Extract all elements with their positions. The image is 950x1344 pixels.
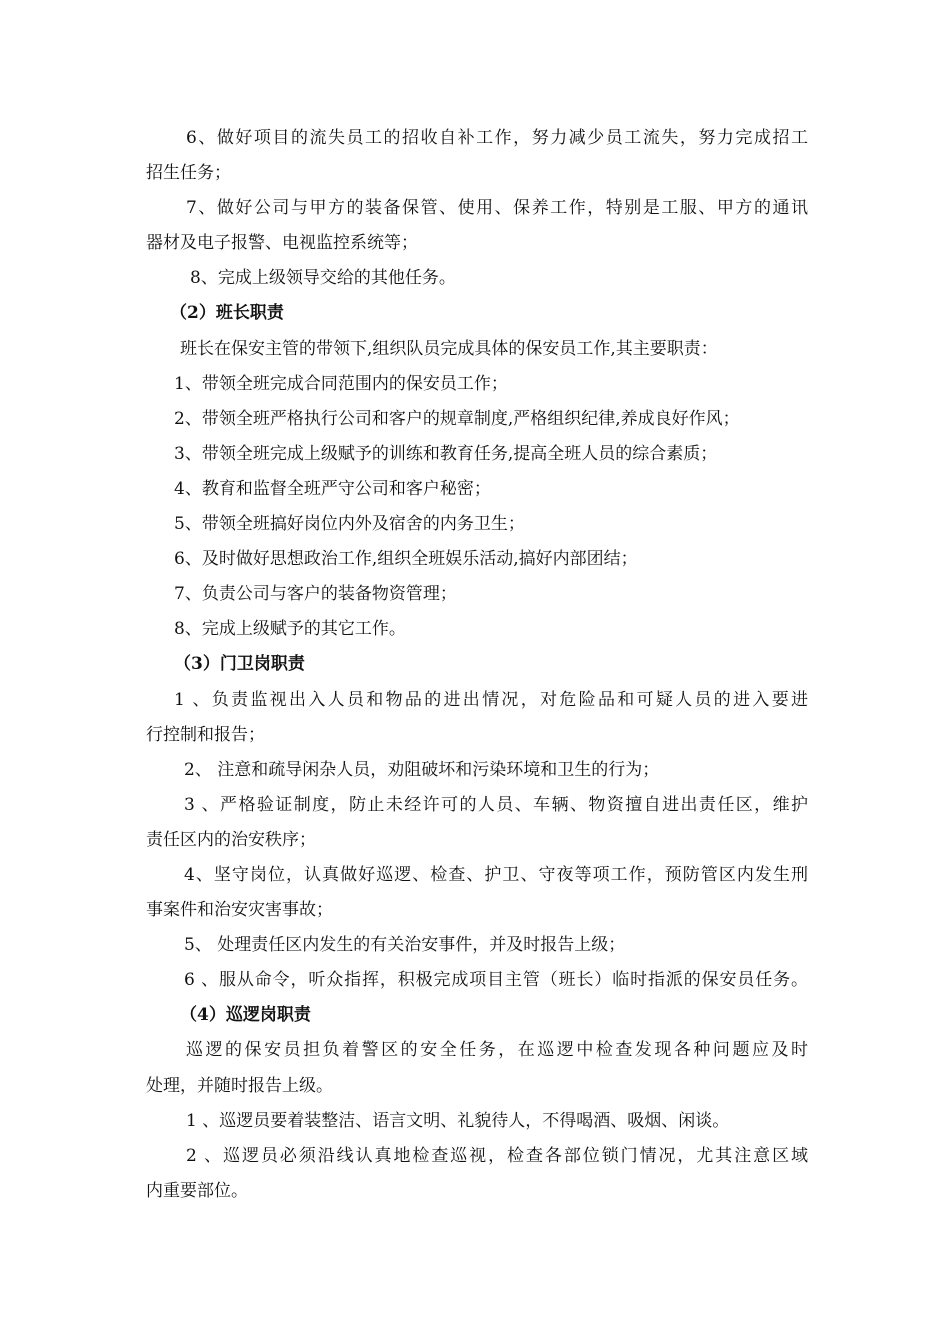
list-item: 2、带领全班严格执行公司和客户的规章制度,严格组织纪律,养成良好作风；	[174, 408, 740, 429]
paragraph-line: 器材及电子报警、电视监控系统等；	[146, 233, 418, 254]
list-item: 6 、服从命令，听众指挥，积极完成项目主管（班长）临时指派的保安员任务。	[184, 970, 808, 991]
paragraph-line: 巡逻的保安员担负着警区的安全任务，在巡逻中检查发现各种问题应及时	[186, 1040, 808, 1061]
list-item: 7、负责公司与客户的装备物资管理；	[174, 584, 457, 605]
paragraph-line: 7、做好公司与甲方的装备保管、使用、保养工作，特别是工服、甲方的通讯	[186, 198, 808, 219]
list-item: 2、 注意和疏导闲杂人员，劝阻破坏和污染环境和卫生的行为；	[184, 759, 660, 780]
paragraph-line: 6、做好项目的流失员工的招收自补工作，努力减少员工流失，努力完成招工	[186, 128, 808, 148]
paragraph-line: 行控制和报告；	[146, 724, 265, 745]
list-item: 3 、严格验证制度，防止未经许可的人员、车辆、物资擅自进出责任区，维护	[184, 794, 808, 815]
document-body	[146, 121, 808, 1209]
list-item: 6、及时做好思想政治工作,组织全班娱乐活动,搞好内部团结；	[174, 549, 638, 570]
section-heading: （3）门卫岗职责	[174, 654, 305, 675]
list-item: 1 、负责监视出入人员和物品的进出情况，对危险品和可疑人员的进入要进	[174, 689, 808, 710]
list-item: 1、带领全班完成合同范围内的保安员工作；	[174, 373, 508, 394]
list-item: 1 、巡逻员要着装整洁、语言文明、礼貌待人，不得喝酒、吸烟、闲谈。	[186, 1110, 730, 1131]
paragraph-line: 班长在保安主管的带领下,组织队员完成具体的保安员工作,其主要职责：	[180, 338, 718, 359]
paragraph-line: 处理，并随时报告上级。	[146, 1075, 333, 1096]
paragraph-line: 招生任务；	[146, 163, 231, 184]
list-item: 4、教育和监督全班严守公司和客户秘密；	[174, 478, 491, 499]
list-item: 3、带领全班完成上级赋予的训练和教育任务,提高全班人员的综合素质；	[174, 443, 718, 464]
section-heading: （4）巡逻岗职责	[180, 1005, 311, 1026]
list-item: 8、完成上级赋予的其它工作。	[174, 619, 406, 640]
paragraph-line: 事案件和治安灾害事故；	[146, 900, 333, 921]
list-item: 5、 处理责任区内发生的有关治安事件，并及时报告上级；	[184, 935, 626, 956]
list-item: 2 、巡逻员必须沿线认真地检查巡视，检查各部位锁门情况，尤其注意区域	[186, 1145, 808, 1166]
section-heading: （2）班长职责	[170, 303, 284, 324]
list-item: 4、坚守岗位，认真做好巡逻、检查、护卫、守夜等项工作，预防管区内发生刑	[184, 864, 808, 885]
paragraph-line: 内重要部位。	[146, 1180, 248, 1201]
paragraph-line: 8、完成上级领导交给的其他任务。	[190, 268, 456, 289]
list-item: 5、带领全班搞好岗位内外及宿舍的内务卫生；	[174, 514, 525, 535]
paragraph-line: 责任区内的治安秩序；	[146, 829, 316, 850]
